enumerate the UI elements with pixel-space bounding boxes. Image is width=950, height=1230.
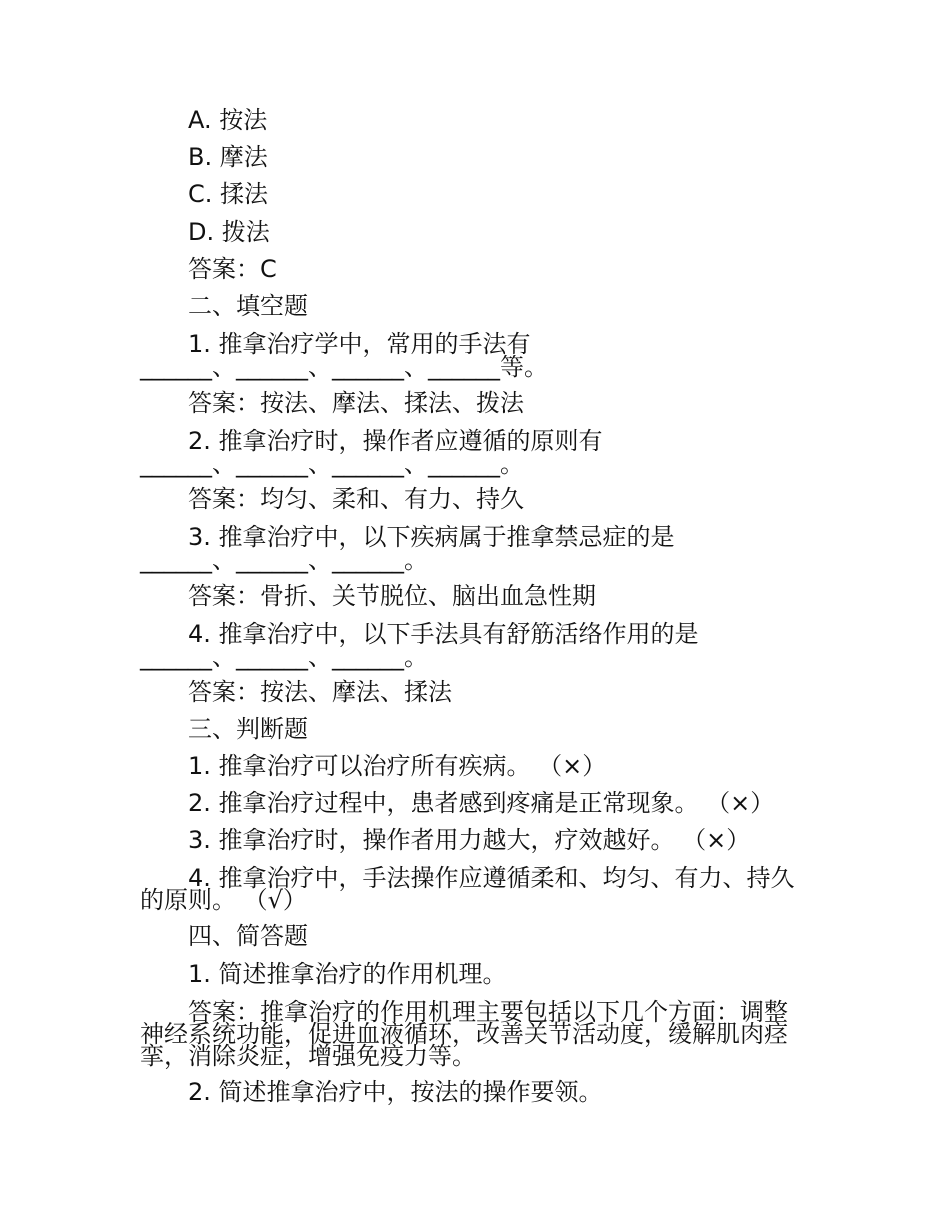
fill-question-2-blanks: ______、______、______、______。 <box>140 450 524 478</box>
judgment-item-3: 3. 推拿治疗时，操作者用力越大，疗效越好。 （×） <box>188 826 751 854</box>
fill-question-2 <box>140 427 603 478</box>
short-answer-heading: 四、简答题 <box>188 922 308 950</box>
judgment-item-4-line-2: 的原则。 （√） <box>140 886 307 914</box>
option-d: D. 拨法 <box>188 218 270 246</box>
fill-blank-heading: 二、填空题 <box>188 292 308 320</box>
judgment-item-1: 1. 推拿治疗可以治疗所有疾病。 （×） <box>188 752 607 780</box>
fill-answer-3: 答案：骨折、关节脱位、脑出血急性期 <box>188 582 596 610</box>
fill-question-1-text: 1. 推拿治疗学中，常用的手法有 <box>188 330 531 358</box>
fill-answer-4: 答案：按法、摩法、揉法 <box>188 678 452 706</box>
fill-question-3 <box>140 523 675 574</box>
judgment-item-4 <box>140 864 795 914</box>
short-question-2: 2. 简述推拿治疗中，按法的操作要领。 <box>188 1078 603 1106</box>
short-answer-1-line-3: 挛，消除炎症，增强免疫力等。 <box>140 1042 476 1070</box>
short-answer-1-line-1: 答案：推拿治疗的作用机理主要包括以下几个方面：调整 <box>188 998 788 1026</box>
fill-question-4 <box>140 620 699 671</box>
fill-answer-1: 答案：按法、摩法、揉法、拨法 <box>188 389 524 417</box>
fill-question-4-text: 4. 推拿治疗中，以下手法具有舒筋活络作用的是 <box>188 620 699 648</box>
judgment-item-4-line-1: 4. 推拿治疗中，手法操作应遵循柔和、均匀、有力、持久 <box>188 864 795 892</box>
option-a: A. 按法 <box>188 106 268 134</box>
fill-question-4-blanks: ______、______、______。 <box>140 643 428 671</box>
option-b: B. 摩法 <box>188 143 268 171</box>
short-answer-1-line-2: 神经系统功能，促进血液循环，改善关节活动度，缓解肌肉痉 <box>140 1020 788 1048</box>
fill-question-2-text: 2. 推拿治疗时，操作者应遵循的原则有 <box>188 427 603 455</box>
judgment-item-2: 2. 推拿治疗过程中，患者感到疼痛是正常现象。 （×） <box>188 789 775 817</box>
judgment-heading: 三、判断题 <box>188 715 308 743</box>
short-question-1: 1. 简述推拿治疗的作用机理。 <box>188 960 507 988</box>
fill-question-3-text: 3. 推拿治疗中，以下疾病属于推拿禁忌症的是 <box>188 523 675 551</box>
fill-question-1-blanks: ______、______、______、______等。 <box>140 353 548 381</box>
fill-question-3-blanks: ______、______、______。 <box>140 546 428 574</box>
choice-answer: 答案：C <box>188 255 277 283</box>
fill-answer-2: 答案：均匀、柔和、有力、持久 <box>188 485 524 513</box>
short-answer-1 <box>140 998 788 1070</box>
option-c: C. 揉法 <box>188 180 269 208</box>
fill-question-1 <box>140 330 548 381</box>
